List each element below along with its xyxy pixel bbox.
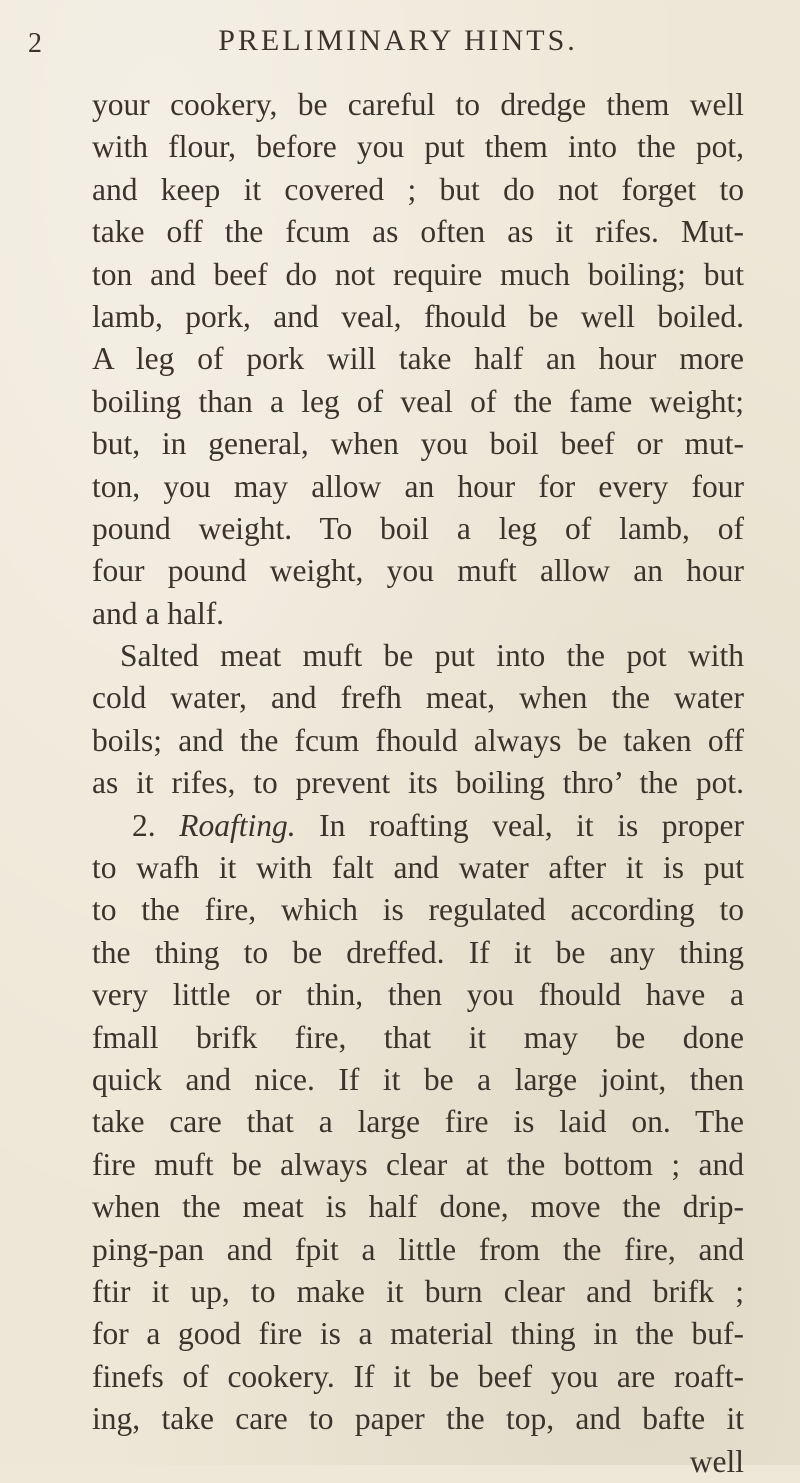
text-line: to the fire, which is regulated according to bbox=[92, 892, 744, 928]
text-line: A leg of pork will take half an hour more bbox=[92, 341, 744, 377]
page-number: 2 bbox=[28, 28, 43, 59]
text-line: ping-pan and fpit a little from the fire, and bbox=[92, 1231, 744, 1267]
text-line: for a good fire is a material thing in the buf- bbox=[92, 1316, 744, 1352]
text-line: finefs of cookery. If it be beef you are roaft- bbox=[92, 1358, 744, 1394]
text-line: ing, take care to paper the top, and bafte it bbox=[92, 1401, 744, 1437]
text-line: boiling than a leg of veal of the fame weight; bbox=[92, 383, 744, 419]
text-line: boils; and the fcum fhould always be taken off bbox=[92, 722, 744, 758]
text-line: Salted meat muft be put into the pot with bbox=[120, 638, 744, 674]
text-line: quick and nice. If it be a large joint, then bbox=[92, 1061, 744, 1097]
running-head: PRELIMINARY HINTS. bbox=[218, 24, 578, 57]
text-line: take care that a large fire is laid on. The bbox=[92, 1104, 744, 1140]
text-line: pound weight. To boil a leg of lamb, of bbox=[92, 510, 744, 546]
text-line: with flour, before you put them into the pot, bbox=[92, 129, 744, 165]
text-line: your cookery, be careful to dredge them well bbox=[92, 87, 744, 122]
text-line: four pound weight, you muft allow an hour bbox=[92, 553, 744, 589]
text-line: well bbox=[689, 1443, 744, 1479]
text-line: to wafh it with falt and water after it is put bbox=[92, 850, 744, 886]
text-line: fmall brifk fire, that it may be done bbox=[92, 1019, 744, 1055]
text-line: lamb, pork, and veal, fhould be well boiled. bbox=[92, 298, 744, 334]
text-line: 2. Roafting. In roafting veal, it is proper bbox=[132, 807, 744, 843]
text-line: ton and beef do not require much boiling; but bbox=[92, 256, 744, 292]
text-line: and a half. bbox=[92, 595, 225, 631]
text-line: very little or thin, then you fhould have a bbox=[92, 977, 744, 1013]
page-header bbox=[28, 18, 768, 68]
text-line: the thing to be dreffed. If it be any thing bbox=[92, 934, 744, 970]
text-line: ton, you may allow an hour for every four bbox=[92, 468, 744, 504]
body-text bbox=[92, 84, 744, 1483]
text-line: take off the fcum as often as it rifes. Mut- bbox=[92, 214, 744, 250]
text-line: and keep it covered ; but do not forget to bbox=[92, 171, 744, 207]
text-line: but, in general, when you boil beef or mut- bbox=[92, 426, 744, 462]
text-line: fire muft be always clear at the bottom ; and bbox=[92, 1146, 744, 1182]
text-line: as it rifes, to prevent its boiling thro’ the pot. bbox=[92, 765, 744, 801]
text-line: ftir it up, to make it burn clear and brifk ; bbox=[92, 1273, 744, 1309]
text-line: when the meat is half done, move the drip- bbox=[92, 1189, 744, 1225]
text-line: cold water, and frefh meat, when the water bbox=[92, 680, 744, 716]
